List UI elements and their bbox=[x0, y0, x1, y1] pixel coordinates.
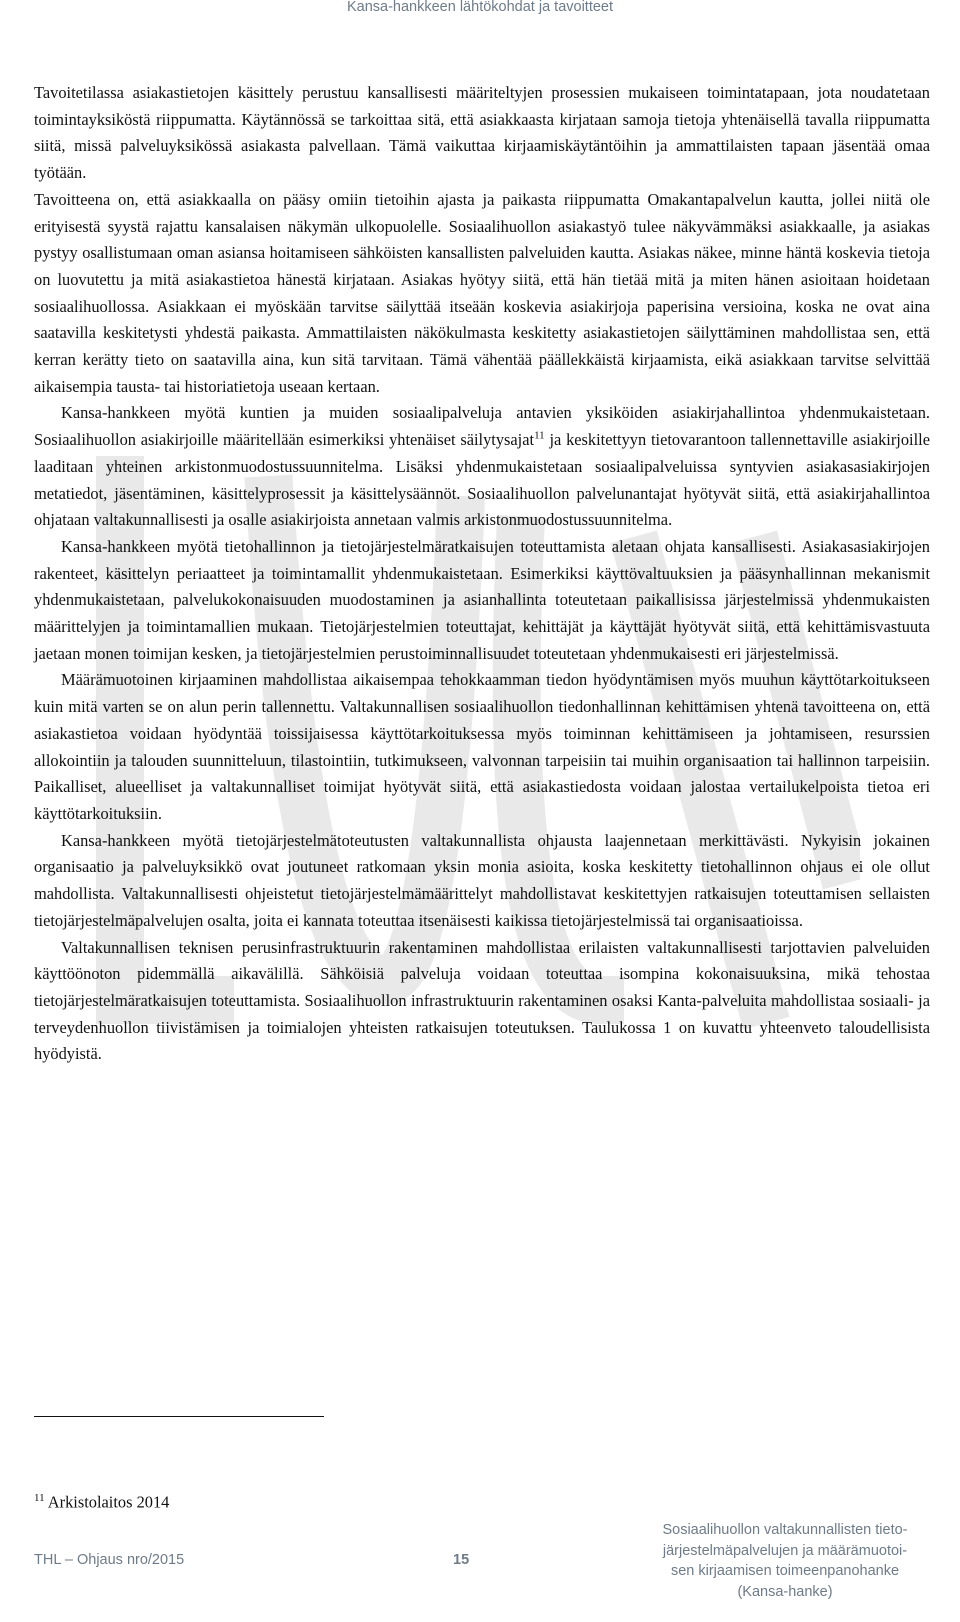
paragraph-2: Tavoitteena on, että asiakkaalla on pääsy omiin tietoihin ajasta ja paikasta riippumatta Omakantapalvelun kautta, jollei niitä ole erityisestä syystä rajattu kansalaisen näkymän ulkopuolelle. Sosiaalihuollon asiakastyö tulee näkyvämmäksi asiakkaalle, ja asiakas pystyy osallistumaan oman asiansa hoitamiseen sähköisten kansallisten palveluiden kautta. Asiakas näkee, minne häntä koskevia tietoja on luovutettu ja mitä asiakastietoa hänestä kirjataan. Asiakas hyötyy siitä, että hän tietää mitä ja miten hänen asioitaan hoidetaan sosiaalihuollossa. Asiakkaan ei myöskään tarvitse säilyttää itseään koskevia asiakirjoja paperisina versioina, koska ne ovat aina saatavilla keskitetysti yhdestä paikasta. Ammattilaisten näkökulmasta keskitetty asiakastietojen säilyttäminen mahdollistaa sen, että kerran kerätty tieto on saatavilla aina, kun sitä tarvitaan. Tämä vähentää päällekkäistä kirjaamista, eikä asiakkaan tarvitse selvittää aikaisempia tausta- tai historiatietoja useaan kertaan. bbox=[34, 189, 930, 396]
running-header: Kansa-hankkeen lähtökohdat ja tavoitteet bbox=[346, 0, 614, 15]
footer-publication: THL – Ohjaus nro/2015 bbox=[34, 1552, 185, 1568]
footnote-text: Arkistolaitos 2014 bbox=[47, 1492, 170, 1512]
footnote-reference[interactable]: 11 bbox=[534, 429, 545, 442]
footnote-number: 11 bbox=[34, 1492, 45, 1504]
paragraph-5: Määrämuotoinen kirjaaminen mahdollistaa aikaisempaa tehokkaamman tiedon hyödyntämisen myös muuhun käyttötarkoitukseen kuin mitä varten se on alun perin tallennettu. Valtakunnallisen sosiaalihuollon tiedonhallinnan kehittämisen yhtenä tavoitteena on, että asiakastietoa voidaan hyödyntää toissijaisessa käyttötarkoituksessa myös toiminnan kehittämiseen ja johtamiseen, resurssien allokointiin ja talouden suunnitteluun, tilastointiin, tutkimukseen, valvonnan tarpeisiin tai muihin organisaation tai hallinnon tarpeisiin. Paikalliset, alueelliset ja valtakunnalliset toimijat hyötyvät siitä, että asiakastiedosta voidaan jalostaa vertailukelpoista tietoa eri käyttötarkoituksiin. bbox=[34, 670, 930, 823]
footnote bbox=[34, 1492, 634, 1512]
paragraph-4: Kansa-hankkeen myötä tietohallinnon ja tietojärjestelmäratkaisujen toteuttamista aletaan ohjata kansallisesti. Asiakasasiakirjojen rakenteet, käsittelyn periaatteet ja toimintamallit yhdenmukaistetaan. Esimerkiksi käyttövaltuuksien ja pääsynhallinnan mekanismit yhdenmukaistetaan, palvelukokonaisuuden muodostaminen ja asianhallinta toteutetaan paikallisissa järjestelmissä yhdenmukaisten määrittelyjen ja toimintamallien mukaan. Tietojärjestelmien toteuttajat, kehittäjät ja käyttäjät hyötyvät siitä, että kehittämisvastuuta jaetaan monen toimijan kesken, ja tietojärjestelmien perustoiminnallisuudet toteutetaan yhdenmukaisesti eri järjestelmissä. bbox=[34, 536, 930, 663]
footer-line: järjestelmäpalvelujen ja määrämuotoi- bbox=[662, 1542, 908, 1559]
paragraph-3 bbox=[34, 400, 930, 534]
page-number: 15 bbox=[453, 1552, 470, 1568]
paragraph-1: Tavoitetilassa asiakastietojen käsittely perustuu kansallisesti määriteltyjen prosessien mukaiseen toimintatapaan, jota noudatetaan toimintayksiköstä riippumatta. Käytännössä se tarkoittaa sitä, että asiakkaasta kirjataan samoja tietoja yhtenäisellä tavalla riippumatta siitä, missä palveluyksikössä asiakasta palvellaan. Tämä vaikuttaa kirjaamiskäytäntöihin ja ammattilaisten tapaan jäsentää omaa työtään. bbox=[34, 83, 930, 183]
paragraph-7: Valtakunnallisen teknisen perusinfrastruktuurin rakentaminen mahdollistaa erilaisten valtakunnallisesti tarjottavien palveluiden käyttöönoton pidemmällä aikavälillä. Sähköisiä palveluja voidaan toteuttaa isompina kokonaisuuksina, mikä tehostaa tietojärjestelmäratkaisujen toteuttamista. Sosiaalihuollon infrastruktuurin rakentaminen osaksi Kanta-palveluita mahdollistaa sosiaali- ja terveydenhuollon tiivistämisen ja toimialojen yhteisten ratkaisujen toteutuksen. Taulukossa 1 on kuvattu yhteenveto taloudellisista hyödyistä. bbox=[34, 937, 930, 1064]
footer-project-name bbox=[640, 1520, 930, 1602]
paragraph-3-text-b: ja keskitettyyn tietovarantoon tallennettaville asiakirjoille laaditaan yhteinen arkistonmuodostussuunnitelma. Lisäksi yhdenmukaistetaan sosiaalipalveluissa syntyvien asiakasasiakirjojen metatiedot, jäsentäminen, käsittelyprosessit ja käsittelysäännöt. Sosiaalihuollon palvelunantajat hyötyvät siitä, että asiakirjahallintoa ohjataan valtakunnallisesti ja osalle asiakirjoista annetaan valmis arkistonmuodostussuunnitelma. bbox=[34, 430, 930, 530]
document-body bbox=[34, 80, 930, 1068]
paragraph-3-text-a: Kansa-hankkeen myötä kuntien ja muiden sosiaalipalveluja antavien yksiköiden asiakirjahallintoa yhdenmukaistetaan. Sosiaalihuollon asiakirjoille määritellään esimerkiksi yhtenäiset säilytysajat bbox=[34, 403, 930, 450]
footnote-divider bbox=[34, 1416, 324, 1417]
footer-line: Sosiaalihuollon valtakunnallisten tieto- bbox=[662, 1522, 908, 1538]
paragraph-6: Kansa-hankkeen myötä tietojärjestelmätoteutusten valtakunnallista ohjausta laajennetaan merkittävästi. Nykyisin jokainen organisaatio ja palveluyksikkö ovat joutuneet ratkomaan yksin monia asioita, koska keskitetty tietohallinnon ohjaus ei ole ollut mahdollista. Valtakunnallisesti ohjeistetut tietojärjestelmämäärittelyt mahdollistavat keskitettyjen ratkaisujen toteuttamisen sellaisten tietojärjestelmäpalvelujen osalta, joita ei kannata toteuttaa itsenäisesti kaikissa tietojärjestelmissä tai organisaatioissa. bbox=[34, 830, 930, 930]
footer-line: (Kansa-hanke) bbox=[737, 1583, 833, 1600]
footer-line: sen kirjaamisen toimeenpanohanke bbox=[670, 1563, 900, 1579]
